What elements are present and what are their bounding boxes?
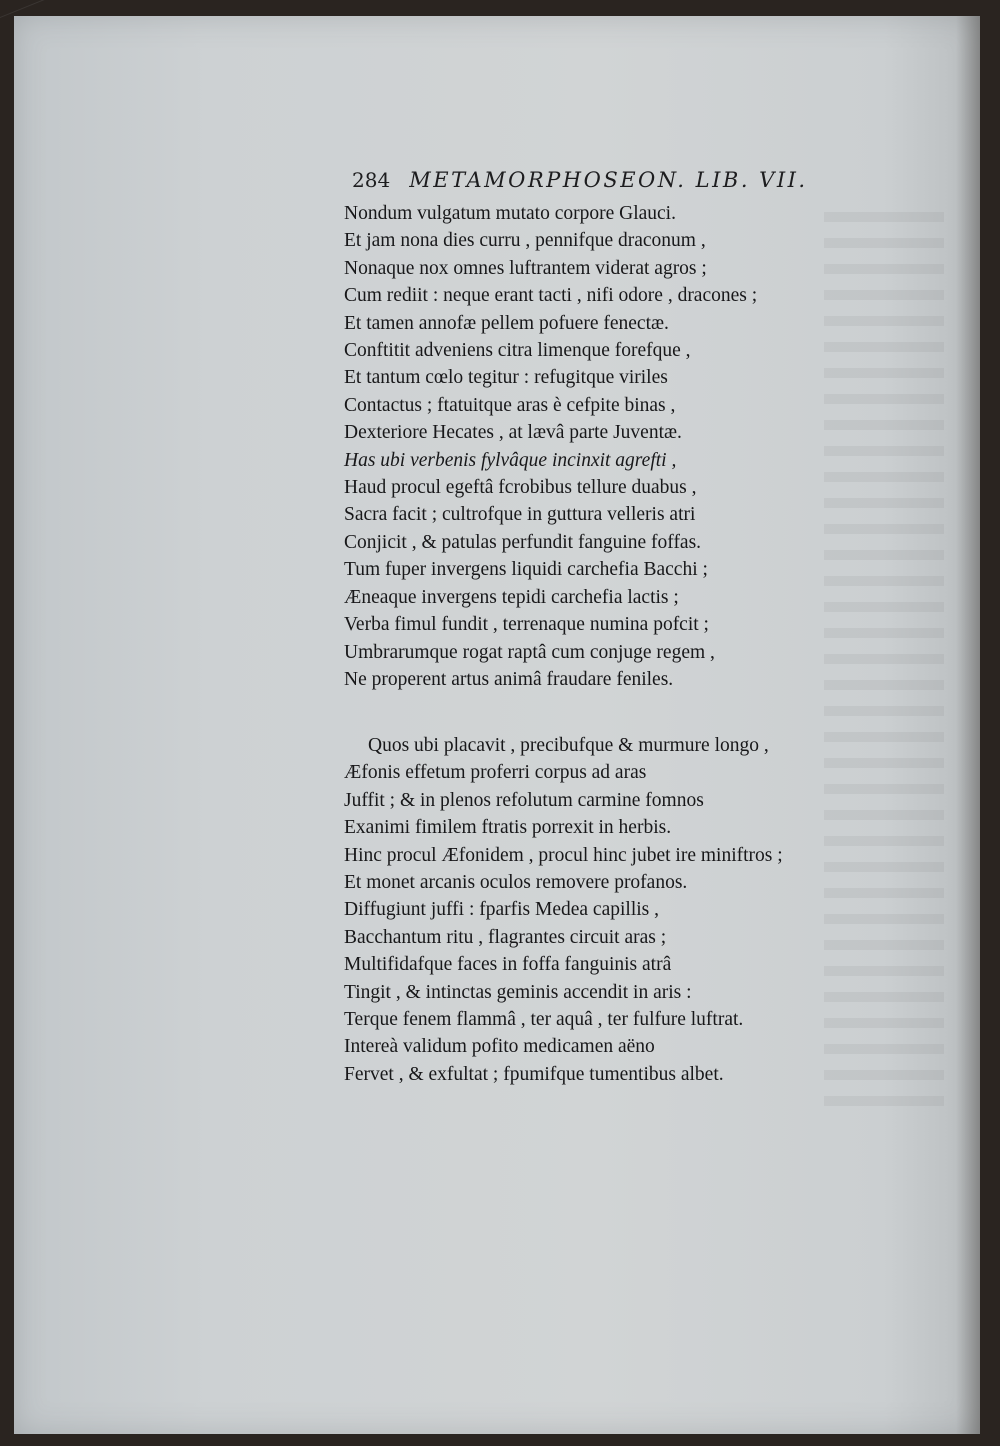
- page-crease: [0, 0, 152, 95]
- verse-line: Ne properent artus animâ fraudare feniles.: [344, 668, 674, 690]
- verse-line: Verba fimul fundit , terrenaque numina pofcit ;: [344, 614, 709, 636]
- verse-line: Exanimi fimilem ftratis porrexit in herbis.: [344, 817, 672, 839]
- verse-line: Contactus ; ftatuitque aras è cefpite binas ,: [344, 394, 676, 416]
- verse-line: Et tamen annofæ pellem pofuere fenectæ.: [344, 312, 669, 334]
- verse-line: Terque fenem flammâ , ter aquâ , ter fulfure luftrat.: [344, 1009, 744, 1031]
- running-title: METAMORPHOSEON. LIB. VII.: [409, 168, 808, 192]
- verse-line: Et tantum cœlo tegitur : refugitque viriles: [344, 367, 668, 389]
- verse-line: Umbrarumque rogat raptâ cum conjuge regem ,: [344, 641, 715, 663]
- verse-line: Has ubi verbenis fylvâque incinxit agrefti ,: [344, 449, 677, 471]
- verse-line: Tingit , & intinctas geminis accendit in aris :: [344, 981, 692, 1003]
- page-gutter-shadow: [956, 16, 980, 1434]
- verse-line: Haud procul egeftâ fcrobibus tellure duabus ,: [344, 477, 697, 499]
- verse-line: Tum fuper invergens liquidi carchefia Bacchi ;: [344, 559, 708, 581]
- verse-stanza-1: [344, 200, 884, 693]
- verse-line: Conftitit adveniens citra limenque forefque ,: [344, 340, 691, 362]
- verse-line: Multifidafque faces in foffa fanguinis atrâ: [344, 954, 672, 976]
- verse-line: Conjicit , & patulas perfundit fanguine foffas.: [344, 531, 702, 553]
- page-header: [352, 168, 872, 192]
- verse-line: Sacra facit ; cultrofque in guttura velleris atri: [344, 504, 696, 526]
- verse-line: Nonaque nox omnes luftrantem viderat agros ;: [344, 257, 707, 279]
- verse-line: Intereà validum pofito medicamen aëno: [344, 1036, 655, 1058]
- verse-line: Diffugiunt juffi : fparfis Medea capillis ,: [344, 899, 659, 921]
- verse-line: Juffit ; & in plenos refolutum carmine fomnos: [344, 789, 704, 811]
- verse-stanza-2: [344, 732, 884, 1088]
- verse-line: Cum rediit : neque erant tacti , nifi odore , dracones ;: [344, 285, 758, 307]
- verse-line: Fervet , & exfultat ; fpumifque tumentibus albet.: [344, 1063, 724, 1085]
- verse-line: Hinc procul Æfonidem , procul hinc jubet ire miniftros ;: [344, 844, 783, 866]
- verse-line: Et monet arcanis oculos removere profanos.: [344, 872, 688, 894]
- verse-line: Dexteriore Hecates , at lævâ parte Juventæ.: [344, 422, 682, 444]
- verse-line: Et jam nona dies curru , pennifque draconum ,: [344, 230, 706, 252]
- verse-line: Quos ubi placavit , precibufque & murmure longo ,: [368, 735, 769, 756]
- verse-line: Bacchantum ritu , flagrantes circuit aras ;: [344, 926, 667, 948]
- page-number: 284: [352, 168, 391, 192]
- verse-line: Æneaque invergens tepidi carchefia lactis ;: [344, 586, 679, 608]
- verse-line: Æfonis effetum proferri corpus ad aras: [344, 762, 647, 784]
- verse-line: Nondum vulgatum mutato corpore Glauci.: [344, 203, 676, 224]
